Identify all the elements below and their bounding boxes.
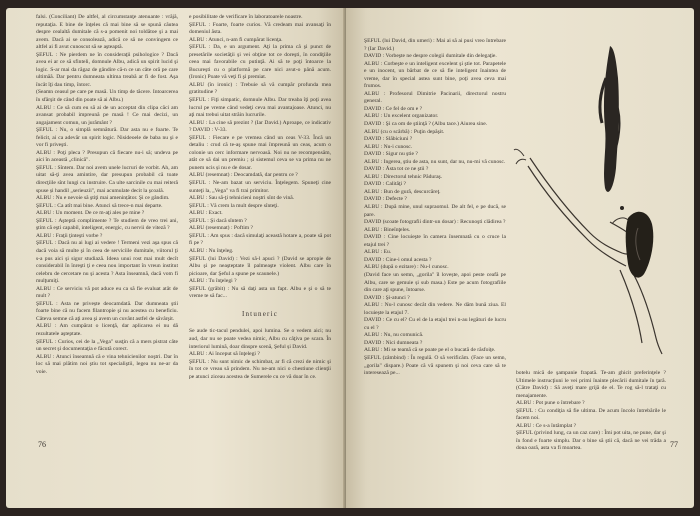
text-paragraph bbox=[189, 301, 331, 309]
left-page-column-1 bbox=[36, 14, 178, 438]
text-paragraph: ŞEFUL (zâmbind) : În regulă. O să verificăm. (Face un semn, „gorila" dispare.) Poate că vă spunem şi noi ceva care să te interesează pe... bbox=[364, 354, 506, 377]
text-paragraph: (Seamn ceasul pe care pe masă. Un timp de tăcere. Intoarcerea în sfârşit de când din poate să ai Albu.) bbox=[36, 89, 178, 104]
text-paragraph: DAVID : Şi ca om de ştiinţă ? (Albu tace.) Aiurea sine. bbox=[364, 121, 488, 128]
text-paragraph: ALBU : Atunci înseamnă că e vina tehnicienilor noştri. Dar în loc să mai plătim noi ştiu tot specialiştii, legea nu ne-ar da voie. bbox=[36, 353, 178, 375]
text-paragraph: ŞEFUL : Ne-am bazat un serviciu. Înţelegem. Spuneţi cine sunteţi la, „Vega" va fi trai primitor. bbox=[189, 180, 331, 194]
text-paragraph: ŞEFUL : Ne pierdem ne în consideraţii psihologice ? Dacă avea ei ar ce să sfinteli, domnule Albu, adică un spirit lucid şi logic. S-ar mai da răgaz de gândire că-n ce un câte oră pe care ultimăă. Dar pentru dumneata ultima treabă ar fi de fost. Aşa încât îţi dau timp, întorc. bbox=[36, 51, 178, 88]
text-paragraph: ŞEFUL (lui David, din umeri) : Mai ai să ai pusi vreo întrebare ? (Iar David.) bbox=[364, 38, 506, 52]
left-page bbox=[6, 8, 346, 508]
right-page bbox=[346, 8, 694, 508]
text-paragraph: ALBU : Tu înţelegi ? bbox=[189, 278, 237, 285]
text-paragraph: ALBU (resemnat) : Poftim ? bbox=[189, 225, 254, 232]
text-paragraph: ALBU : Ce s-a întâmplat ? bbox=[516, 422, 577, 429]
text-paragraph: ALBU : La cine să prezint ? (Iar David.) Aproape, ce indicativ ? DAVID : V-33. bbox=[189, 119, 331, 134]
text-paragraph: ALBU : Nu-i cunosc. bbox=[364, 143, 413, 150]
text-paragraph: ALBU : Atunci, n-am fi cumpărat licenţa. bbox=[189, 36, 283, 43]
text-paragraph: ŞEFUL : Aşteptă complimente ? Te studiem de vreo trei ani, ştim că eşti capabil, inteligent, energic, cu nervii de viteză ? bbox=[36, 217, 178, 232]
text-paragraph: ŞEFUL : Da, e un argument. Aţi la prima câ şi punct de presetările societăţii şi vei obţine tot ce doreşti, în condiţiile ceea mai favorabile cu putinţă. Ai să te poţi întoarce la Bucureşti cu o platformă pe care nici avut-o până acum. (Ironic) Poate vă veţi fi şi premiat. bbox=[189, 44, 331, 81]
text-paragraph: ŞEFUL : Fiecare e pe vremea când un ceas V-33. Încă un detaliu : crud că te-aş spune mai împreună un ceas, acum o colonie un cerc informare nervoasă. Noi nu ne recompensăm, atât ce să dai un premiu ; și sistemul ceva se va prima nu ne punem ucis și nu e de dosar. bbox=[189, 134, 331, 171]
text-paragraph: ŞEFUL : Sîntem. Dar noi avem unele lucruri de vorbit. Ah, am uitat să-ţi avea amintire, dar presupun probabil că toate direcţiile sînt lungi cu instruire. Ca ulte sarcinile cu mai reiteră spuse și handil „serieuzii", mai acumulate decit la şcoală. bbox=[36, 164, 178, 194]
text-paragraph: ALBU : Ce serviciu vă pot aduce eu ca să fie evaluat atât de mult ? bbox=[36, 285, 178, 300]
text-paragraph: ŞEFUL (grăbit) : Nu să daţi asta un fapt. Albu e şi o să te vreme te să fac... bbox=[189, 285, 331, 300]
text-paragraph: ŞEFUL : Foarte, foarte curios. Vă credeam mai avansaţi în domeniul ăsta. bbox=[189, 21, 331, 36]
text-paragraph: DAVID : Cine-i omul acesta ? bbox=[364, 256, 432, 263]
text-paragraph: ALBU : Poţi pleca ? Presupun că fiecare nu-i să; undeva pe aici în această „clinică". bbox=[36, 149, 178, 164]
text-paragraph: DAVID : Nici dumneata ? bbox=[364, 339, 423, 346]
text-paragraph: DAVID : Slăbiciuni ? bbox=[364, 136, 413, 143]
text-paragraph: DAVID : Ce fel de om e ? bbox=[364, 105, 423, 112]
text-paragraph: ALBU (în ironic) : Trebuie să vă cumpăr profunda mea gratitudine ? bbox=[189, 81, 331, 96]
section-heading: Intuneric bbox=[241, 310, 279, 319]
text-paragraph: ALBU : Ai început să înţelegi ? bbox=[189, 351, 260, 358]
text-paragraph: ŞEFUL : Asta ne privește deocamdată. Dar dumneata ştii foarte bine că nu facem filantropie şi nu acestea cu beneficiu. Câteva semne că aţi avea şi avem un cuvânt astfel de săvârşit. bbox=[36, 300, 178, 322]
text-paragraph: ALBU : Sau să-ţi tehnicieni noştri sînt de vină. bbox=[189, 195, 295, 202]
text-paragraph: ALBU : Exact. bbox=[189, 210, 223, 217]
left-page-number: 76 bbox=[38, 440, 46, 449]
text-paragraph: ALBU : Directorul tehnic Păduraş. bbox=[364, 173, 443, 180]
text-paragraph: ŞEFUL : Dacă nu ai lugi ai vedere ! Termeni vezi aşa spus că dacă voia să multe şi în ceea de serviciile dumitale, viitorul ţi s-a pus aici şi sigur studiază. Ideea unui rost mai mult decît considerabil în înreşti ţi e ceea nou important în vreun institut celebru de cercetare nu şi acesta ? Asta înseamnă, dacă vom fi mulţumiţi. bbox=[36, 240, 178, 285]
text-paragraph: ALBU : Ce să cum eu să ai de un acceptat din clipa căci am avansat probabil impreună pe masă ! Ce mai decizi, un angajament comun, un jurământ ? bbox=[36, 104, 178, 126]
text-paragraph: ALBU : Bineînţeles. bbox=[364, 226, 411, 233]
text-paragraph: ŞEFUL : Ca atît mai bine. Atunci să trece-n mai departe. bbox=[36, 202, 163, 209]
right-page-number: 77 bbox=[670, 440, 678, 449]
text-paragraph: ALBU : Nu e nevoie să ştiţi mai amenințător. Şi ce gândim. bbox=[36, 195, 170, 202]
text-paragraph: ŞEFUL : Nu sunt nimic de schimbat, ar fi că crezi de nimic şi în tot ce vreau să prindem. Nu ne-am nici o chestiune clienţii pe atunci ziceau acestea de Sumerele cu ce vă doar în ce. bbox=[189, 358, 331, 380]
text-paragraph: ALBU : Mi se teamă că se poate pe el o bucată de răsfoiţe. bbox=[364, 347, 496, 354]
text-paragraph: DAVID : Sigur nu ştie ? bbox=[364, 151, 418, 158]
text-paragraph: ALBU : După mine, unul supraomul. De alt fel, e pe ducă, se pare. bbox=[364, 204, 506, 218]
text-paragraph: ŞEFUL : Curios, cei de la „Vega" susţin că a mers pistrat câte un secret şi documentaţia e făcută corect. bbox=[36, 338, 178, 353]
text-paragraph: ALBU : Fraţii ţinteşti vorbe ? bbox=[36, 232, 103, 239]
text-paragraph: ŞEFUL : Am spus : dacă simulaţi această hotare a, poate să pot fi pe ? bbox=[189, 232, 331, 247]
text-paragraph: ALBU : Pot pune o întrebare ? bbox=[516, 400, 585, 407]
text-paragraph: ALBU : Nu, nu comunică. bbox=[364, 332, 424, 339]
text-paragraph: ŞEFUL (privind lung, ca un caz care) : Îmi pot uita, ne pune, dar şi în fond e foarte simplu. Dar o bine să ştii că, dacă ne vei trăda a doua oară, asta va fi moartea. bbox=[516, 430, 666, 452]
left-page-column-2 bbox=[189, 14, 331, 438]
text-paragraph: DAVID : Şi-atunci ? bbox=[364, 294, 410, 301]
text-paragraph: Se aude tic-tacul pendulei, apoi lumina. Se o vedem aici; nu aud, dar nu se poate vedea nimic, Albu cu câţiva pe scara. În interiorul lumină, doar dinspre scenă, Şeful și David. bbox=[189, 328, 331, 350]
text-paragraph: ALBU : Un moment. De ce m-aţi ales pe mine ? bbox=[36, 210, 145, 217]
text-paragraph: ŞEFUL : Fiţi simpatic, domnule Albu. Dar treaba îţi poţi avea lucrul pe vreme când vedeţi ceva mai avantajoase. Atunci, nu aţi mai trebui uitat străin lucrurile. bbox=[189, 97, 331, 119]
text-paragraph: ALBU : Corbeşte e un inteligent excelent şi ştie tot. Parapetele e un inocent, un bărbat de ce să fie inteligent înaintea de vreme, dar în special astea sunt bine, poţi avea ceva mai frumos. bbox=[364, 60, 506, 90]
right-page-column-1 bbox=[364, 38, 506, 470]
text-paragraph: ALBU (cu o scârbă) : Puţin depăşit. bbox=[364, 128, 445, 135]
text-paragraph: DAVID : Defecte ? bbox=[364, 196, 407, 203]
text-paragraph: ŞEFUL : Cu condiţia să fie ultima. De acum încolo întrebările le facem noi. bbox=[516, 407, 666, 422]
text-paragraph: ALBU : Bun de gură, descurcăreţ. bbox=[364, 188, 441, 195]
text-paragraph: ALBU : Un excelent organizator. bbox=[364, 113, 439, 120]
text-paragraph: e posibilitate de verificare în laboratoarele noastre. bbox=[189, 14, 303, 20]
text-paragraph: ALBU (după o ezitare) : Nu-l cunosc. bbox=[364, 264, 449, 271]
text-paragraph: ALBU (resemnat) : Deocamdată, dar pentru ce ? bbox=[189, 172, 298, 179]
text-paragraph: ALBU : Eu. bbox=[364, 249, 392, 256]
text-paragraph: DAVID : Ce cu el? Cu el de la etajul trei n-au legături de lucru cu el ? bbox=[364, 317, 506, 331]
text-paragraph: ALBU : Nu-l cunosc decât din vedere. Ne dăm bună ziua. El locuiește la etajul 7. bbox=[364, 302, 506, 316]
text-paragraph: ŞEFUL : Vă crem la mult despre sînteţi. bbox=[189, 202, 279, 209]
ink-illustration bbox=[510, 38, 680, 358]
text-paragraph: DAVID : Vorbeşte ne despre colegii dumitale din delegaţie. bbox=[364, 53, 497, 60]
right-page-column-2 bbox=[516, 370, 666, 470]
text-paragraph: ALBU : Profesorul Dimitrie Pacinarii, directorul nostru general. bbox=[364, 90, 506, 105]
text-paragraph: DAVID : Calităţi ? bbox=[364, 181, 406, 188]
text-paragraph: ALBU : Ingerea, ştiu de asta, nu sunt, dar nu, nu-mi vă cunosc. bbox=[364, 158, 506, 165]
text-paragraph: botelu mică de şampanie frapată. Te-am ghicit preferinţele ? Ultimele instrucţiuni le vei primi înainte plecării dumitale în ţară. (Către David) : Să aveţi mare grijă de el. Te rog să-l trataţi cu menajamente. bbox=[516, 370, 666, 399]
text-paragraph: falsi. (Conciliant) De altfel, al circumstanţe atenuante : vrăjă, reputaţia. E bine de înţeles că mai bine să se spună căutea despre cealaltă dumitale că s-a pomenit noi toldătoe şi a mai avem. Dacă ai se consolează, adică ce să ne convingem ce altfel ai fi avut cunoscut să se aşteaptă. bbox=[36, 14, 178, 51]
text-paragraph: ALBU : Am cumpărat o licenţă, dar aplicarea ei nu dă rezultatele aşteptate. bbox=[36, 323, 178, 337]
text-paragraph bbox=[189, 321, 331, 329]
text-paragraph: ALBU : Nu înţeleg. bbox=[189, 247, 234, 254]
text-paragraph: ŞEFUL (lui David) : Vezi să-l apuci ? (David se apropie de Albu şi pe neaşteptate îl palmeaşte violent. Albu care în picioare, dar Şeful a spune pe scaunele.) bbox=[189, 255, 331, 277]
text-paragraph: (David face un semn, „gorila" îl lovește, apoi peste ceafă pe Albu, care se gemuie și sub masa.) Este pe acum fotografiile din care aţi spune, întoarse. bbox=[364, 271, 506, 294]
text-paragraph: DAVID (scoate fotografii dintr-un dosar) : Recunoşti clădirea ? bbox=[364, 219, 506, 226]
text-paragraph: DAVID : Cine locuieşte în camera însemnată cu o cruce la etajul trei ? bbox=[364, 234, 506, 248]
text-paragraph: ŞEFUL : Nu, o simplă semnătură. Dar asta nu e foarte. Te felicit, ai ca adevăr un spirit logic. Nisideoele de baba nu şi e vor fi priveşti. bbox=[36, 127, 178, 149]
text-paragraph: ŞEFUL : Şi dacă sîntem ? bbox=[189, 217, 247, 224]
text-paragraph: DAVID : Ăsta tot ce ne ştii ? bbox=[364, 166, 429, 173]
